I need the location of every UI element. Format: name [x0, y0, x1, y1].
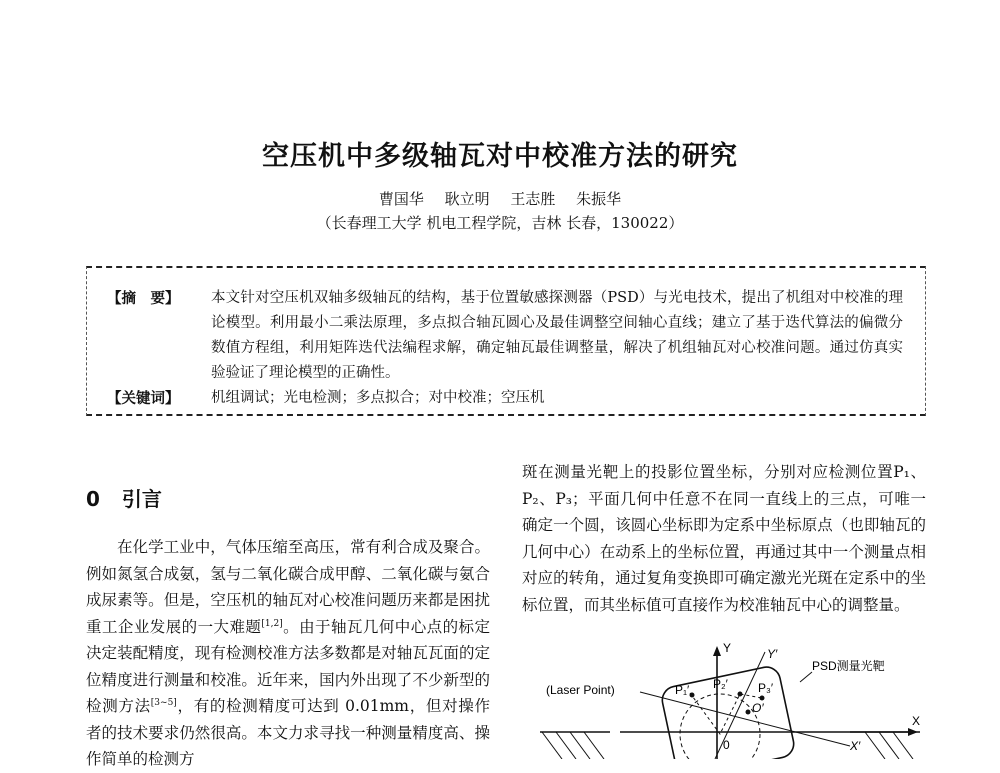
point-p3	[760, 696, 765, 701]
paper-title: 空压机中多级轴瓦对中校准方法的研究	[262, 141, 738, 172]
x-prime-line	[640, 692, 850, 746]
y-prime-label: Y′	[767, 647, 778, 661]
left-column-text	[86, 534, 490, 773]
point-o-prime	[746, 710, 751, 715]
laser-point-label: (Laser Point)	[546, 683, 615, 697]
abstract	[107, 286, 903, 386]
o-prime-label: O′	[752, 701, 764, 715]
label-leader	[800, 672, 812, 682]
authors: 曹国华 耿立明 王志胜 朱振华	[378, 190, 622, 208]
point-p1	[690, 693, 695, 698]
keywords	[107, 386, 903, 411]
section-number: 0	[86, 487, 100, 511]
abstract-box	[86, 266, 926, 416]
abstract-label: 【摘 要】	[107, 290, 180, 307]
p1-label: P₁′	[675, 683, 690, 697]
psd-target-label: PSD测量光靶	[812, 659, 885, 673]
keywords-text: 机组调试；光电检测；多点拟合；对中校准；空压机	[211, 390, 545, 406]
point-p2	[738, 692, 743, 697]
intro-text-2: 。由于轴瓦几何中心点的标定决定装配精度，现有检测校准方法多数都是对轴瓦瓦面的定位精度进行测量和校准。近年来，国内外出现了不少新型的检测方法	[86, 617, 490, 715]
x-arrow	[908, 728, 918, 736]
abstract-text: 本文针对空压机双轴多级轴瓦的结构，基于位置敏感探测器（PSD）与光电技术，提出了机组对中校准的理论模型。利用最小二乘法原理，多点拟合轴瓦圆心及最佳调整空间轴心直线；建立了基于迭代算法的偏微分数值方程组，利用矩阵迭代法编程求解，确定轴瓦最佳调整量，解决了机组轴瓦对心校准问题。通过仿真实验验证了理论模型的正确性。	[211, 290, 903, 381]
p3-label: P₃′	[758, 681, 774, 695]
y-axis-label: Y	[723, 641, 732, 655]
right-column-text: 斑在测量光靶上的投影位置坐标，分别对应检测位置P₁、P₂、P₃；平面几何中任意不在同一直线上的三点，可唯一确定一个圆，该圆心坐标即为定系中坐标原点（也即轴瓦的几何中心）在动系上的坐标位置，再通过其中一个测量点相对应的转角，通过复角变换即可确定激光光斑在定系中的坐标位置，而其坐标值可直接作为校准轴瓦中心的调整量。	[522, 463, 926, 614]
intro-text-3: ，有的检测精度可达到 0.01mm，但对操作者的技术要求仍然很高。本文力求寻找一种测量精度高、操作简单的检测方	[86, 697, 490, 768]
intro-text-1: 在化学工业中，气体压缩至高压，常有利合成及聚合。例如氮氢合成氨，氢与二氧化碳合成甲醇、二氧化碳与氨合成尿素等。但是，空压机的轴瓦对心校准问题历来都是困扰重工企业发展的一大难题	[86, 538, 490, 636]
citation-2: [3~5]	[150, 697, 177, 708]
section-heading	[86, 483, 162, 512]
citation-1: [1,2]	[261, 618, 283, 629]
keywords-label: 【关键词】	[107, 390, 180, 407]
x-axis-label: X	[912, 714, 921, 728]
y-arrow	[713, 646, 721, 656]
section-title: 引言	[121, 487, 162, 511]
affiliation: （长春理工大学 机电工程学院，吉林 长春，130022）	[316, 214, 684, 232]
figure-psd-target	[520, 638, 950, 759]
origin-label: 0	[723, 738, 730, 752]
p2-label: P₂′	[713, 677, 728, 691]
x-prime-label: X′	[850, 739, 861, 753]
